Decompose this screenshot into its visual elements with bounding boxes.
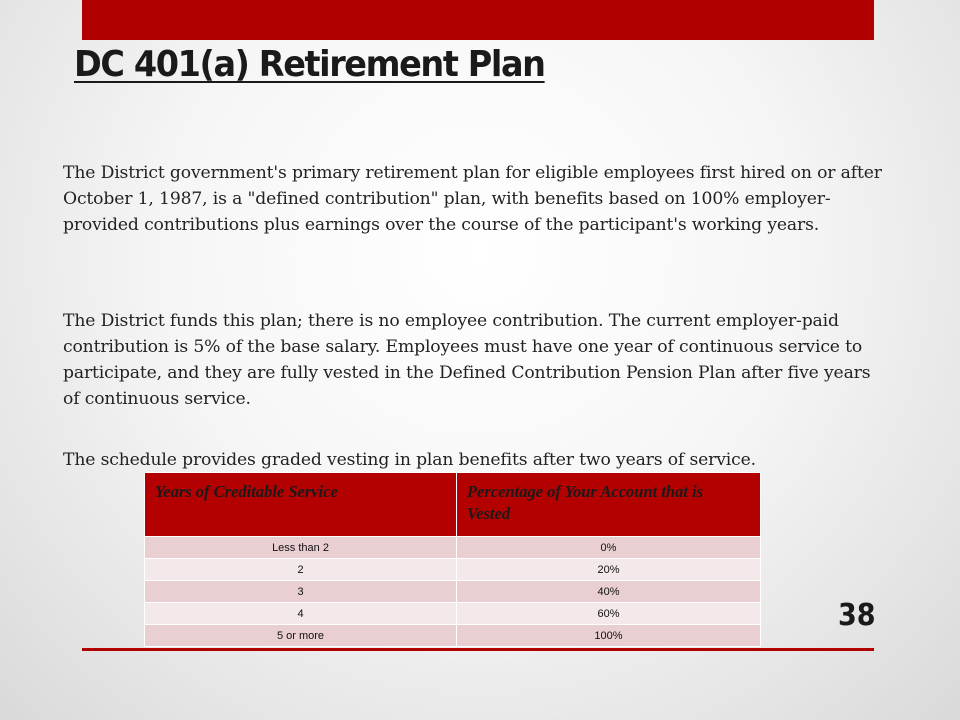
paragraph-vesting-schedule-intro: The schedule provides graded vesting in plan benefits after two years of service. — [63, 450, 756, 470]
cell-years: 3 — [145, 581, 457, 603]
vesting-schedule-table — [144, 472, 761, 647]
cell-percentage: 20% — [457, 559, 761, 581]
cell-years: 5 or more — [145, 625, 457, 647]
table-header-row — [145, 473, 761, 537]
paragraph-contribution-details: The District funds this plan; there is no employee contribution. The current employer-paid contribution is 5% of the base salary. Employees must have one year of continuous service to participate, and they are fully vested in the Defined Contribution Pension Plan after five years of continuous service. — [63, 311, 871, 409]
slide-title: DC 401(a) Retirement Plan — [74, 44, 545, 85]
cell-percentage: 0% — [457, 537, 761, 559]
cell-years: Less than 2 — [145, 537, 457, 559]
table-row — [145, 559, 761, 581]
cell-percentage: 40% — [457, 581, 761, 603]
header-percentage-vested: Percentage of Your Account that is Vested — [457, 473, 761, 537]
table-row — [145, 581, 761, 603]
bottom-accent-line — [82, 648, 874, 651]
table-row — [145, 537, 761, 559]
cell-years: 4 — [145, 603, 457, 625]
cell-percentage: 60% — [457, 603, 761, 625]
table-row — [145, 603, 761, 625]
table-row — [145, 625, 761, 647]
page-number: 38 — [838, 598, 876, 633]
top-accent-bar — [82, 0, 874, 40]
header-years-of-service: Years of Creditable Service — [145, 473, 457, 537]
cell-years: 2 — [145, 559, 457, 581]
paragraph-plan-overview: The District government's primary retirement plan for eligible employees first hired on or after October 1, 1987, is a "defined contribution" plan, with benefits based on 100% employer-provided contributions plus earnings over the course of the participant's working years. — [63, 163, 882, 235]
cell-percentage: 100% — [457, 625, 761, 647]
